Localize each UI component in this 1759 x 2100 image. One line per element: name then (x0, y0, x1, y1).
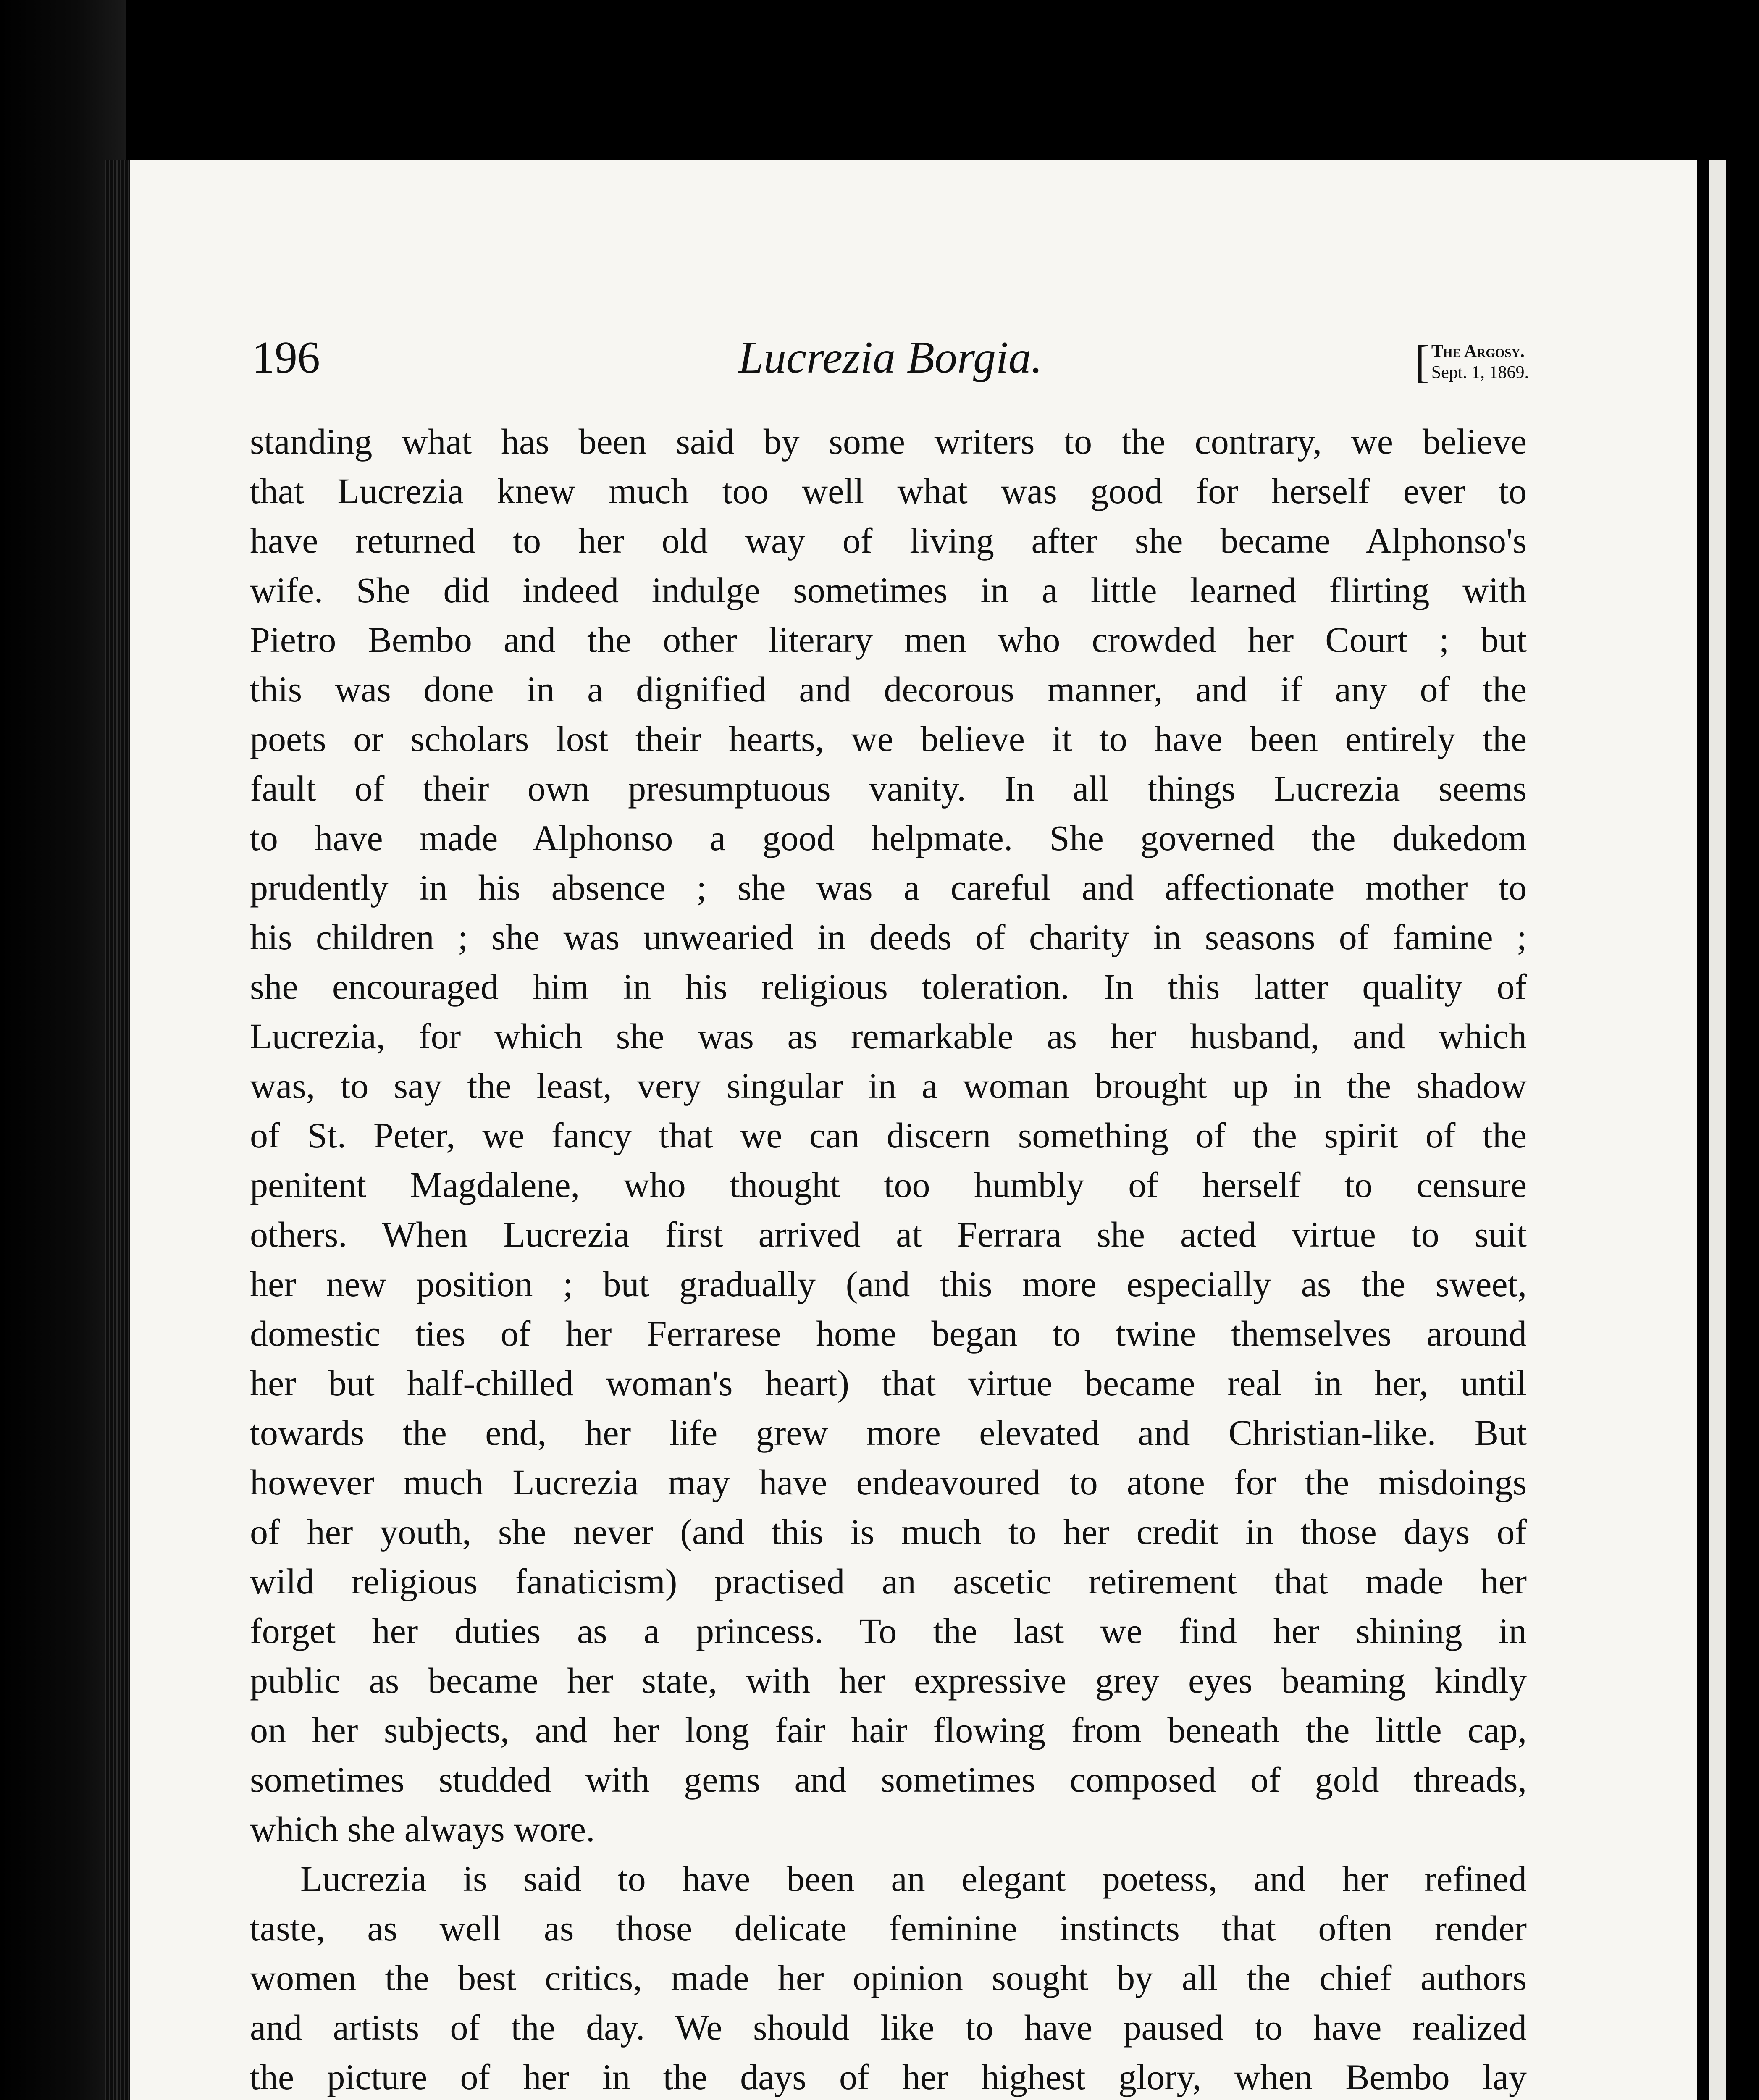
next-page-edge (1709, 160, 1726, 2100)
text-line: taste, as well as those delicate feminine instincts that often render (250, 1908, 1527, 1948)
text-line: this was done in a dignified and decorous manner, and if any of the (250, 669, 1527, 709)
scan-border-right (1697, 0, 1759, 2100)
paragraph-2 (250, 1854, 1527, 2100)
text-line: Pietro Bembo and the other literary men who crowded her Court ; but (250, 620, 1527, 660)
text-line: Lucrezia, for which she was as remarkable as her husband, and which (250, 1016, 1527, 1056)
text-line: she encouraged him in his religious toleration. In this latter quality of (250, 966, 1527, 1007)
text-line: forget her duties as a princess. To the last we find her shining in (250, 1611, 1527, 1651)
text-line: her new position ; but gradually (and this more especially as the sweet, (250, 1264, 1527, 1304)
text-line: and artists of the day. We should like to have paused to have realized (250, 2007, 1527, 2048)
text-line: that Lucrezia knew much too well what was good for herself ever to (250, 471, 1527, 511)
text-line: standing what has been said by some writers to the contrary, we believe (250, 421, 1527, 462)
journal-date: Sept. 1, 1869. (1431, 363, 1529, 382)
text-line: prudently in his absence ; she was a careful and affectionate mother to (250, 867, 1527, 908)
page-number: 196 (252, 333, 320, 383)
article-body (250, 417, 1527, 2100)
book-spine-edges (105, 160, 130, 2100)
text-line: fault of their own presumptuous vanity. In all things Lucrezia seems (250, 768, 1527, 808)
text-line: women the best critics, made her opinion sought by all the chief authors (250, 1958, 1527, 1998)
text-line: others. When Lucrezia first arrived at Ferrara she acted virtue to suit (250, 1214, 1527, 1255)
text-line: have returned to her old way of living after she became Alphonso's (250, 520, 1527, 561)
text-line: of St. Peter, we fancy that we can discern something of the spirit of the (250, 1115, 1527, 1155)
text-line: wild religious fanaticism) practised an ascetic retirement that made her (250, 1561, 1527, 1601)
text-line: wife. She did indeed indulge sometimes in a little learned flirting with (250, 570, 1527, 610)
bracket-glyph: [ (1414, 336, 1430, 387)
text-line: however much Lucrezia may have endeavoured to atone for the misdoings (250, 1462, 1527, 1502)
text-line: towards the end, her life grew more elevated and Christian-like. But (250, 1412, 1527, 1453)
text-line: his children ; she was unwearied in deeds of charity in seasons of famine ; (250, 917, 1527, 957)
text-line: Lucrezia is said to have been an elegant poetess, and her refined (300, 1858, 1527, 1899)
text-line: was, to say the least, very singular in a woman brought up in the shadow (250, 1066, 1527, 1106)
text-line: to have made Alphonso a good helpmate. She governed the dukedom (250, 818, 1527, 858)
paragraph-1 (250, 417, 1527, 1854)
text-line: domestic ties of her Ferrarese home began to twine themselves around (250, 1313, 1527, 1354)
journal-reference (1414, 336, 1529, 387)
running-title: Lucrezia Borgia. (738, 333, 1042, 383)
text-line: of her youth, she never (and this is much to her credit in those days of (250, 1512, 1527, 1552)
page-header (252, 332, 1529, 416)
text-line: her but half-chilled woman's heart) that virtue became real in her, until (250, 1363, 1527, 1403)
text-line: public as became her state, with her expressive grey eyes beaming kindly (250, 1660, 1527, 1701)
journal-name: The Argosy. (1431, 342, 1525, 361)
text-line: penitent Magdalene, who thought too humbly of herself to censure (250, 1165, 1527, 1205)
text-line: the picture of her in the days of her highest glory, when Bembo lay (250, 2057, 1527, 2097)
text-line: poets or scholars lost their hearts, we believe it to have been entirely the (250, 719, 1527, 759)
text-line: sometimes studded with gems and sometimes composed of gold threads, (250, 1759, 1527, 1800)
text-line: which she always wore. (250, 1809, 595, 1849)
text-line: on her subjects, and her long fair hair flowing from beneath the little cap, (250, 1710, 1527, 1750)
